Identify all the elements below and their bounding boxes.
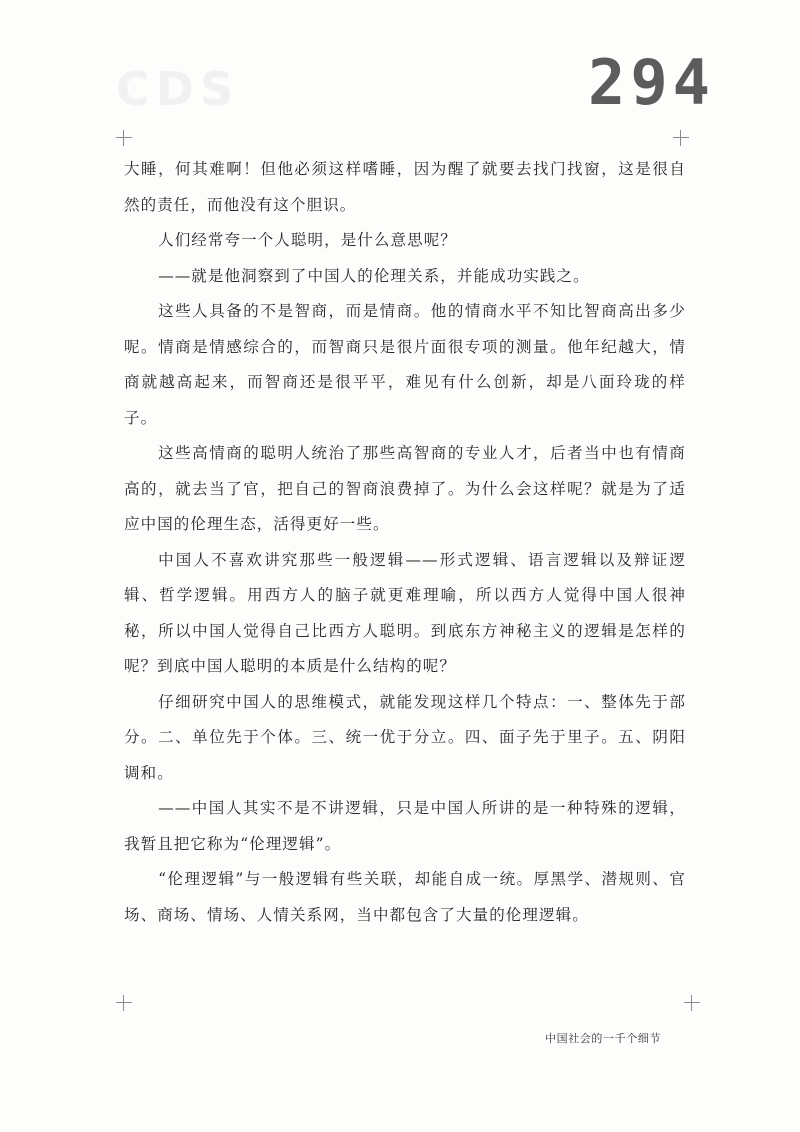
paragraph: 人们经常夸一个人聪明，是什么意思呢？ bbox=[158, 231, 457, 249]
crop-mark-bottom-left bbox=[116, 995, 132, 1011]
footer-book-title: 中国社会的一千个细节 bbox=[545, 1032, 661, 1045]
paragraph: 大睡，何其难啊！但他必须这样嗜睡，因为醒了就要去找门找窗，这是很自然的责任，而他没有这个胆识。 bbox=[124, 160, 686, 214]
paragraph: 这些人具备的不是智商，而是情商。他的情商水平不知比智商高出多少呢。情商是情感综合的，而智商只是很片面很专项的测量。他年纪越大，情商就越高起来，而智商还是很平平，难见有什么创新，却是八面玲珑的样子。 bbox=[124, 302, 686, 427]
paragraph: 仔细研究中国人的思维模式，就能发现这样几个特点：一、整体先于部分。二、单位先于个体。三、统一优于分立。四、面子先于里子。五、阴阳调和。 bbox=[124, 692, 686, 782]
crop-mark-top-left bbox=[116, 130, 132, 146]
paragraph: “伦理逻辑”与一般逻辑有些关联，却能自成一统。厚黑学、潜规则、官场、商场、情场、人情关系网，当中都包含了大量的伦理逻辑。 bbox=[124, 870, 686, 924]
crop-mark-top-right bbox=[673, 130, 689, 146]
body-text bbox=[124, 152, 686, 933]
paragraph: ——就是他洞察到了中国人的伦理关系，并能成功实践之。 bbox=[158, 266, 590, 285]
paragraph: 中国人不喜欢讲究那些一般逻辑——形式逻辑、语言逻辑以及辩证逻辑、哲学逻辑。用西方人的脑子就更难理喻，所以西方人觉得中国人很神秘，所以中国人觉得自己比西方人聪明。到底东方神秘主义的逻辑是怎样的呢？到底中国人聪明的本质是什么结构的呢？ bbox=[124, 550, 686, 675]
paragraph: ——中国人其实不是不讲逻辑，只是中国人所讲的是一种特殊的逻辑，我暂且把它称为“伦理逻辑”。 bbox=[124, 799, 686, 853]
page-number: 294 bbox=[588, 46, 715, 119]
paragraph: 这些高情商的聪明人统治了那些高智商的专业人才，后者当中也有情商高的，就去当了官，把自己的智商浪费掉了。为什么会这样呢？就是为了适应中国的伦理生态，活得更好一些。 bbox=[124, 444, 686, 533]
faint-header-mark: CDS bbox=[116, 62, 240, 116]
crop-mark-bottom-right bbox=[684, 995, 700, 1011]
